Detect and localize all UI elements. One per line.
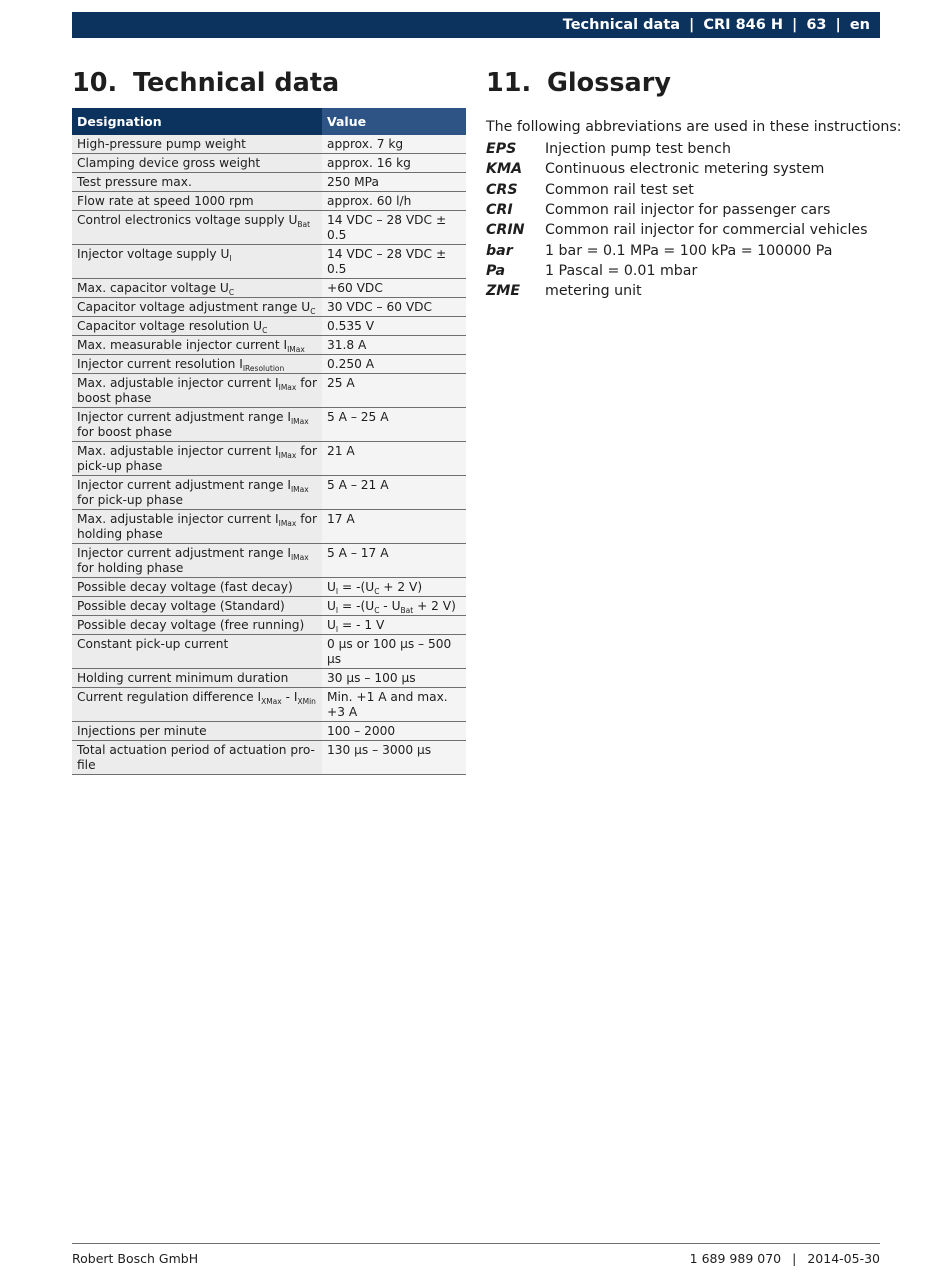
glossary-abbreviation: EPS xyxy=(486,141,517,158)
value-cell: $U_I$ = - 1 V xyxy=(322,616,466,635)
table-row xyxy=(72,544,466,578)
glossary-abbreviation: ZME xyxy=(486,283,521,300)
value-cell: 100 – 2000 xyxy=(322,722,466,741)
glossary-item xyxy=(486,281,886,301)
header-product: CRI 846 H xyxy=(703,17,784,33)
table-header-row xyxy=(72,108,466,135)
value-cell: 21 A xyxy=(322,442,466,476)
designation-cell: Current regulation difference $I_{XMax} - I_{XMin}$ xyxy=(72,688,322,722)
value-cell: 5 A – 17 A xyxy=(322,544,466,578)
glossary-abbreviation: KMA xyxy=(486,161,523,178)
designation-cell: Holding current minimum duration xyxy=(72,669,322,688)
glossary-item xyxy=(486,240,886,260)
glossary-definition: 1 Pascal = 0.01 mbar xyxy=(545,262,698,279)
table-row xyxy=(72,317,466,336)
designation-cell: Max. capacitor voltage $U_C$ xyxy=(72,279,322,298)
footer-divider xyxy=(72,1243,880,1244)
value-cell: approx. 7 kg xyxy=(322,135,466,154)
table-row xyxy=(72,510,466,544)
value-cell: 14 VDC – 28 VDC ± 0.5 xyxy=(322,211,466,245)
value-cell: 5 A – 21 A xyxy=(322,476,466,510)
table-row xyxy=(72,336,466,355)
table-row xyxy=(72,442,466,476)
glossary-item xyxy=(486,220,886,240)
table-row xyxy=(72,279,466,298)
designation-cell: Possible decay voltage (Standard) xyxy=(72,597,322,616)
designation-cell: Max. adjustable injector current $I_{IMax}$ for pick-up phase xyxy=(72,442,322,476)
footer-date: 2014-05-30 xyxy=(807,1251,880,1266)
value-cell: 0.250 A xyxy=(322,355,466,374)
value-cell: $U_I = -(U_C + 2$ V) xyxy=(322,578,466,597)
designation-cell: Possible decay voltage (free running) xyxy=(72,616,322,635)
glossary-item xyxy=(486,139,886,159)
glossary-heading xyxy=(486,68,671,98)
column-header-value: Value xyxy=(322,108,466,135)
table-row xyxy=(72,245,466,279)
glossary-abbreviation: CRS xyxy=(486,181,518,198)
header-section: Technical data xyxy=(562,17,681,33)
table-row xyxy=(72,616,466,635)
glossary-definition: Common rail injector for passenger cars xyxy=(545,202,831,219)
designation-cell: Control electronics voltage supply $U_{Bat}$ xyxy=(72,211,322,245)
table-row xyxy=(72,578,466,597)
table-row xyxy=(72,722,466,741)
value-cell: 17 A xyxy=(322,510,466,544)
table-row xyxy=(72,135,466,154)
table-row xyxy=(72,741,466,775)
designation-cell: Injector current adjustment range $I_{IMax}$ for holding phase xyxy=(72,544,322,578)
section-number: 11. xyxy=(486,68,532,98)
footer-doc-info xyxy=(690,1251,880,1266)
glossary-abbreviation: bar xyxy=(486,242,513,259)
value-cell: 30 µs – 100 µs xyxy=(322,669,466,688)
glossary-abbreviation: CRI xyxy=(486,202,513,219)
designation-cell: Injections per minute xyxy=(72,722,322,741)
glossary-item xyxy=(486,261,886,281)
glossary-definition: Injection pump test bench xyxy=(545,141,731,158)
designation-cell: Total actuation period of actuation pro-file xyxy=(72,741,322,775)
designation-cell: Test pressure max. xyxy=(72,173,322,192)
value-cell: 130 µs – 3000 µs xyxy=(322,741,466,775)
value-cell: 30 VDC – 60 VDC xyxy=(322,298,466,317)
glossary-item xyxy=(486,200,886,220)
table-row xyxy=(72,211,466,245)
header-language: en xyxy=(849,17,870,33)
glossary-intro: The following abbreviations are used in these instructions: xyxy=(486,119,902,135)
table-row xyxy=(72,635,466,669)
designation-cell: High-pressure pump weight xyxy=(72,135,322,154)
table-row xyxy=(72,408,466,442)
table-row xyxy=(72,476,466,510)
value-cell: +60 VDC xyxy=(322,279,466,298)
glossary-list xyxy=(486,139,886,301)
table-row xyxy=(72,355,466,374)
designation-cell: Max. adjustable injector current $I_{IMax}$ for boost phase xyxy=(72,374,322,408)
section-title: Glossary xyxy=(547,68,671,98)
table-row xyxy=(72,298,466,317)
value-cell: 14 VDC – 28 VDC ± 0.5 xyxy=(322,245,466,279)
value-cell: 0 µs or 100 µs – 500 µs xyxy=(322,635,466,669)
header-separator: | xyxy=(689,17,695,33)
value-cell: 31.8 A xyxy=(322,336,466,355)
glossary-definition: Common rail injector for commercial vehicles xyxy=(545,222,868,239)
value-cell: approx. 60 l/h xyxy=(322,192,466,211)
glossary-definition: Continuous electronic metering system xyxy=(545,161,825,178)
value-cell: Min. +1 A and max. +3 A xyxy=(322,688,466,722)
designation-cell: Capacitor voltage resolution $U_C$ xyxy=(72,317,322,336)
glossary-abbreviation: Pa xyxy=(486,262,506,279)
designation-cell: Constant pick-up current xyxy=(72,635,322,669)
designation-cell: Flow rate at speed 1000 rpm xyxy=(72,192,322,211)
designation-cell: Clamping device gross weight xyxy=(72,154,322,173)
value-cell: 25 A xyxy=(322,374,466,408)
table-row xyxy=(72,192,466,211)
designation-cell: Max. adjustable injector current $I_{IMax}$ for holding phase xyxy=(72,510,322,544)
glossary-item xyxy=(486,180,886,200)
table-row xyxy=(72,669,466,688)
column-header-designation: Designation xyxy=(72,108,322,135)
table-row xyxy=(72,154,466,173)
glossary-definition: Common rail test set xyxy=(545,181,694,198)
glossary-abbreviation: CRIN xyxy=(486,222,525,239)
table-row xyxy=(72,688,466,722)
footer-doc-number: 1 689 989 070 xyxy=(689,1251,782,1266)
page-header-bar xyxy=(72,12,880,38)
value-cell: 0.535 V xyxy=(322,317,466,336)
designation-cell: Possible decay voltage (fast decay) xyxy=(72,578,322,597)
value-cell: 250 MPa xyxy=(322,173,466,192)
header-separator: | xyxy=(792,17,798,33)
section-title: Technical data xyxy=(133,68,340,98)
table-body xyxy=(72,135,466,775)
designation-cell: Max. measurable injector current $I_{IMax}$ xyxy=(72,336,322,355)
value-cell: 5 A – 25 A xyxy=(322,408,466,442)
footer-separator: | xyxy=(792,1251,797,1266)
technical-data-heading xyxy=(72,68,339,98)
table-row xyxy=(72,374,466,408)
designation-cell: Injector current adjustment range $I_{IMax}$ for pick-up phase xyxy=(72,476,322,510)
header-page-number: 63 xyxy=(806,17,827,33)
glossary-definition: metering unit xyxy=(545,283,642,300)
table-row xyxy=(72,173,466,192)
section-number: 10. xyxy=(72,68,118,98)
glossary-definition: 1 bar = 0.1 MPa = 100 kPa = 100000 Pa xyxy=(545,242,833,259)
header-separator: | xyxy=(835,17,841,33)
designation-cell: Injector current resolution $I_{IResolution}$ xyxy=(72,355,322,374)
designation-cell: Injector voltage supply $U_I$ xyxy=(72,245,322,279)
value-cell: approx. 16 kg xyxy=(322,154,466,173)
technical-data-table xyxy=(72,108,466,775)
table-row xyxy=(72,597,466,616)
designation-cell: Injector current adjustment range $I_{IMax}$ for boost phase xyxy=(72,408,322,442)
designation-cell: Capacitor voltage adjustment range $U_C$ xyxy=(72,298,322,317)
value-cell: $U_I = -(U_C - U_{Bat} + 2$ V) xyxy=(322,597,466,616)
glossary-item xyxy=(486,159,886,179)
footer-company: Robert Bosch GmbH xyxy=(72,1251,199,1266)
